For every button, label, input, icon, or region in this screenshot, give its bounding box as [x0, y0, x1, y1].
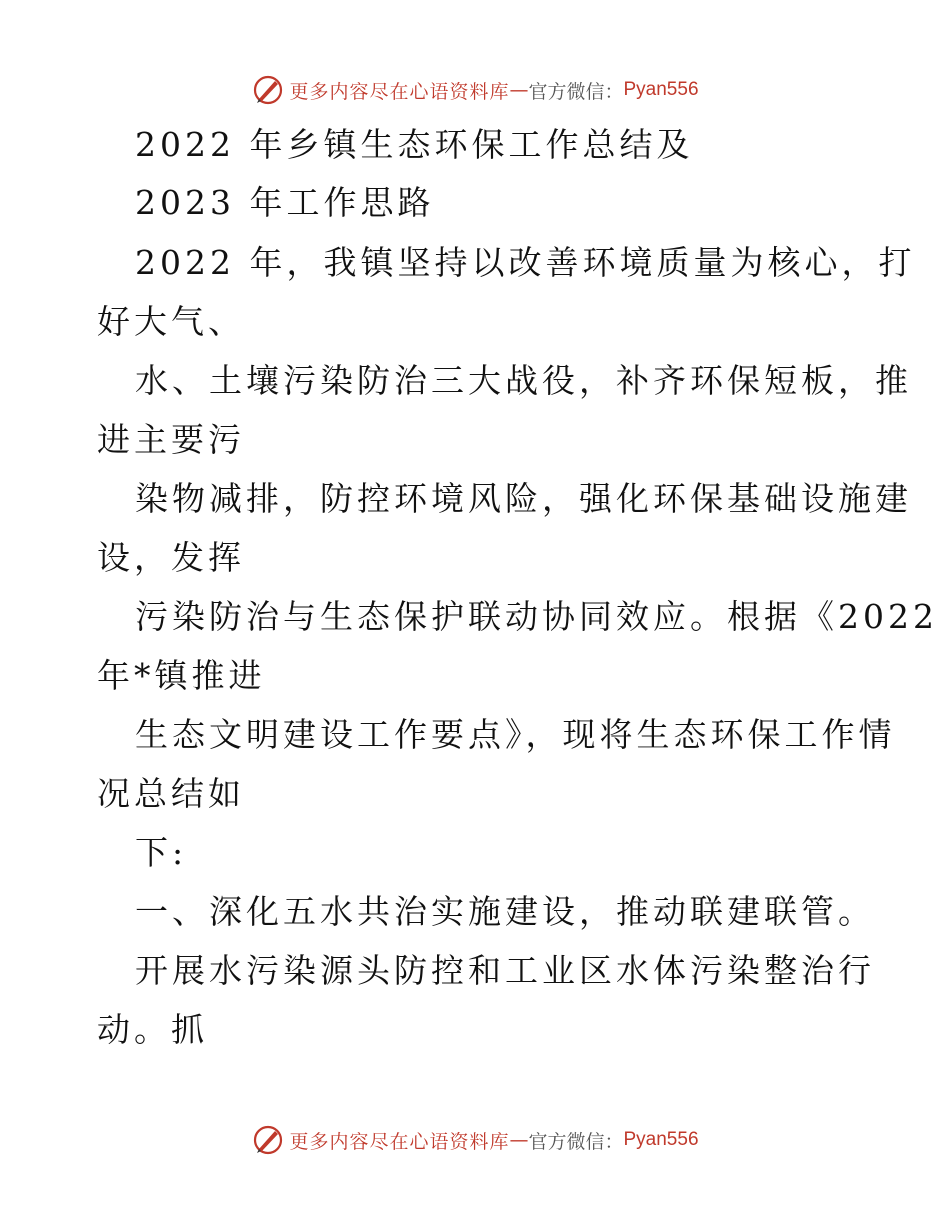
banner-wechat-label: 官方微信： — [528, 1130, 624, 1153]
doc-line: 好大气、 — [97, 302, 245, 341]
doc-line: 开展水污染源头防控和工业区水体污染整治行 — [135, 951, 875, 990]
doc-line: 动。抓 — [97, 1010, 208, 1049]
doc-line: 染物减排，防控环境风险，强化环保基础设施建 — [135, 479, 912, 518]
banner-wechat-id: Pyan556 — [623, 79, 699, 100]
doc-line: 况总结如 — [97, 774, 245, 813]
doc-line: 水、土壤污染防治三大战役，补齐环保短板，推 — [135, 361, 912, 400]
header-banner — [0, 70, 950, 110]
doc-line: 2022 年，我镇坚持以改善环境质量为核心，打 — [135, 243, 916, 282]
doc-line: 设，发挥 — [97, 538, 245, 577]
quill-pen-logo-icon — [251, 1123, 285, 1157]
doc-line: 生态文明建设工作要点》，现将生态环保工作情 — [135, 715, 896, 754]
doc-line: 进主要污 — [97, 420, 245, 459]
banner-separator: — — [509, 1129, 529, 1151]
banner-brand: 更多内容尽在心语资料库 — [289, 1130, 510, 1153]
quill-pen-logo-icon — [251, 73, 285, 107]
doc-title-line-1: 2022 年乡镇生态环保工作总结及 — [135, 125, 694, 164]
doc-title-line-2: 2023 年工作思路 — [135, 183, 435, 222]
doc-line: 下: — [135, 833, 188, 872]
banner-wechat-id: Pyan556 — [623, 1129, 699, 1150]
doc-section-heading: 一、深化五水共治实施建设，推动联建联管。 — [135, 892, 875, 931]
footer-banner — [0, 1120, 950, 1160]
banner-brand: 更多内容尽在心语资料库 — [289, 80, 510, 103]
doc-line: 年*镇推进 — [97, 656, 266, 695]
banner-separator: — — [509, 79, 529, 101]
banner-wechat-label: 官方微信： — [528, 80, 624, 103]
doc-line: 污染防治与生态保护联动协同效应。根据《2022 — [135, 597, 938, 636]
